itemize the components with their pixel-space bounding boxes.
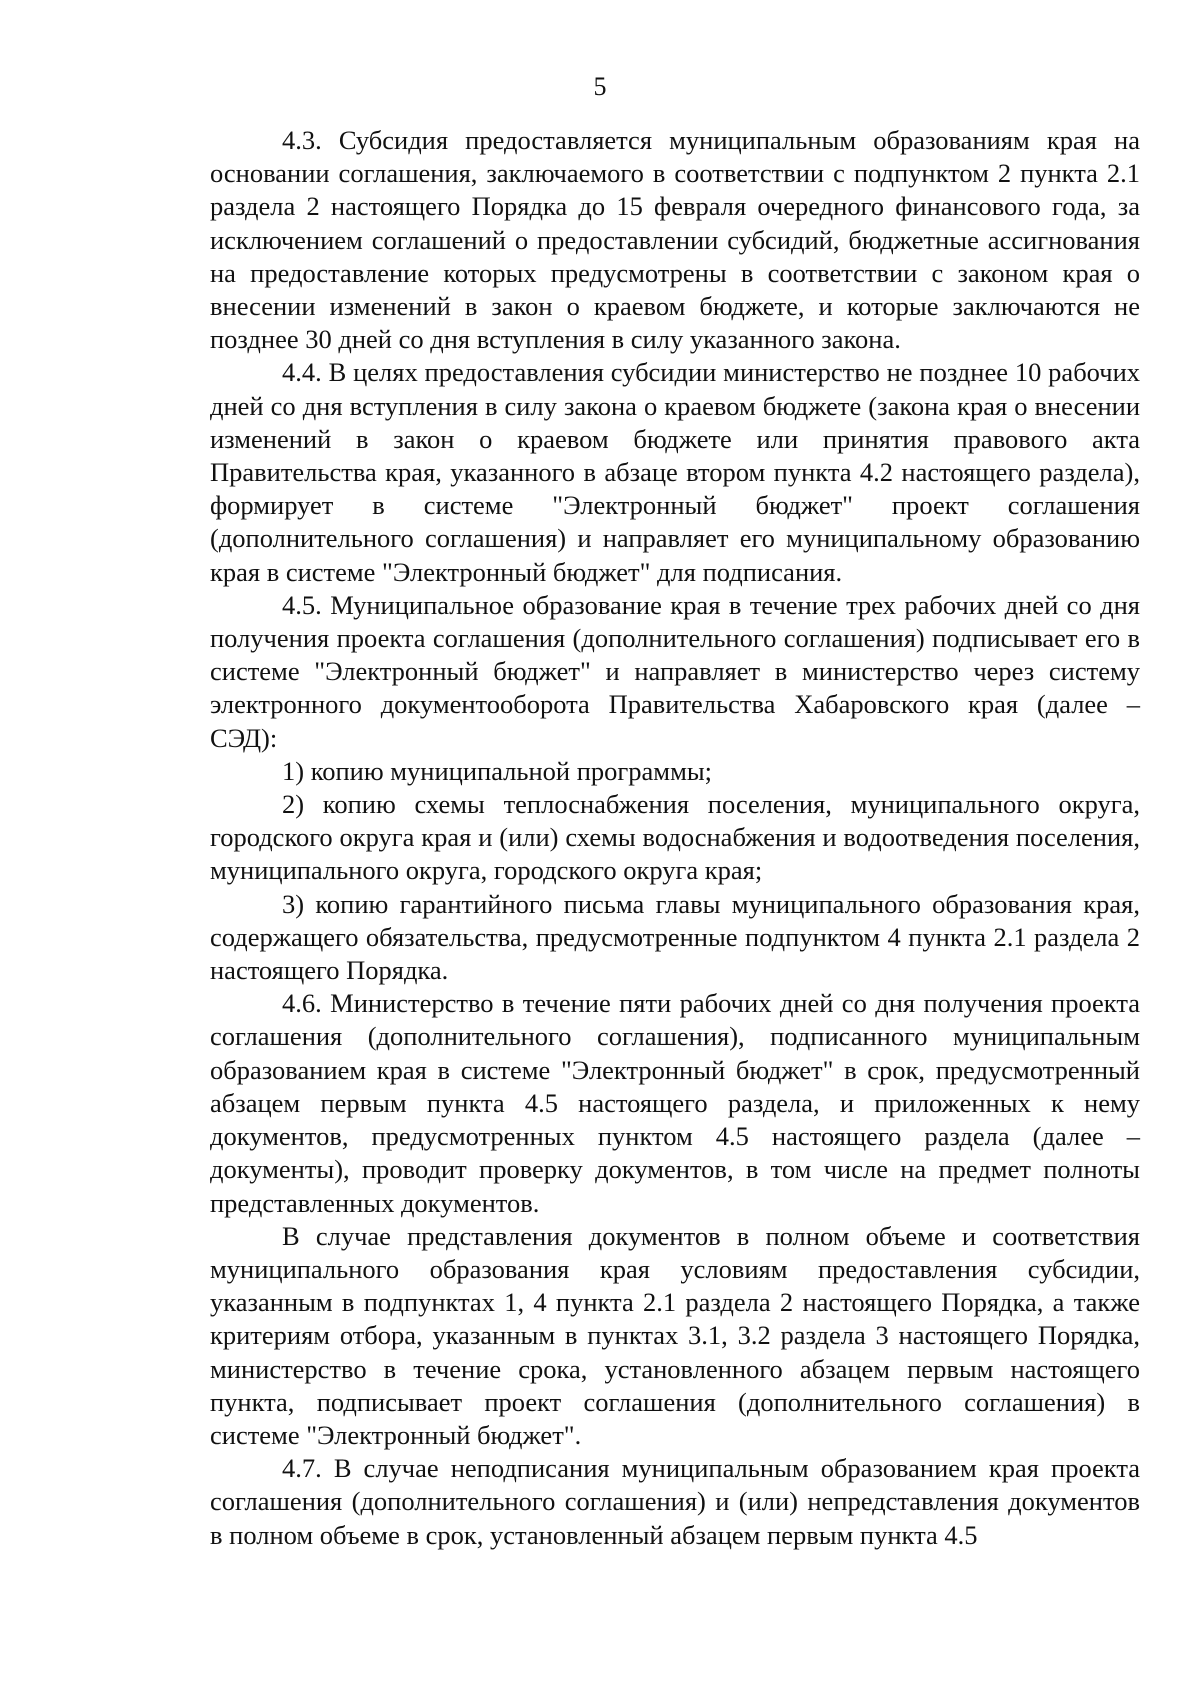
paragraph-4-6-continuation: В случае представления документов в полном объеме и соответствия муниципального образования края условиям предоставления субсидии, указанным в подпунктах 1, 4 пункта 2.1 раздела 2 настоящего Порядка, а также критериям отбора, указанным в пунктах 3.1, 3.2 раздела 3 настоящего Порядка, министерство в течение срока, установленного абзацем первым настоящего пункта, подписывает проект соглашения (дополнительного соглашения) в системе "Электронный бюджет". bbox=[210, 1220, 1140, 1450]
paragraph-4-3: 4.3. Субсидия предоставляется муниципальным образованиям края на основании соглашения, заключаемого в соответствии с подпунктом 2 пункта 2.1 раздела 2 настоящего Порядка до 15 февраля очередного финансового года, за исключением соглашений о предоставлении субсидий, бюджетные ассигнования на предоставление которых предусмотрены в соответствии с законом края о внесении изменений в закон о краевом бюджете, и которые заключаются не позднее 30 дней со дня вступления в силу указанного закона. bbox=[210, 125, 1140, 355]
document-body bbox=[210, 124, 1140, 1552]
paragraph-4-6: 4.6. Министерство в течение пяти рабочих дней со дня получения проекта соглашения (дополнительного соглашения), подписанного муниципальным образованием края в системе "Электронный бюджет" в срок, предусмотренный абзацем первым пункта 4.5 настоящего раздела, и приложенных к нему документов, предусмотренных пунктом 4.5 настоящего раздела (далее – документы), проводит проверку документов, в том числе на предмет полноты представленных документов. bbox=[210, 988, 1140, 1218]
list-item-1: 1) копию муниципальной программы; bbox=[282, 755, 713, 786]
page-number: 5 bbox=[593, 72, 607, 101]
list-item-2: 2) копию схемы теплоснабжения поселения, муниципального округа, городского округа края и (или) схемы водоснабжения и водоотведения поселения, муниципального округа, городского округа края; bbox=[210, 789, 1140, 886]
paragraph-4-7: 4.7. В случае неподписания муниципальным образованием края проекта соглашения (дополнительного соглашения) и (или) непредставления документов в полном объеме в срок, установленный абзацем первым пункта 4.5 bbox=[210, 1453, 1140, 1550]
paragraph-4-4: 4.4. В целях предоставления субсидии министерство не позднее 10 рабочих дней со дня вступления в силу закона о краевом бюджете (закона края о внесении изменений в закон о краевом бюджете или принятия правового акта Правительства края, указанного в абзаце втором пункта 4.2 настоящего раздела), формирует в системе "Электронный бюджет" проект соглашения (дополнительного соглашения) и направляет его муниципальному образованию края в системе "Электронный бюджет" для подписания. bbox=[210, 357, 1140, 587]
paragraph-4-5: 4.5. Муниципальное образование края в течение трех рабочих дней со дня получения проекта соглашения (дополнительного соглашения) подписывает его в системе "Электронный бюджет" и направляет в министерство через систему электронного документооборота Правительства Хабаровского края (далее – СЭД): bbox=[210, 589, 1140, 753]
list-item-3: 3) копию гарантийного письма главы муниципального образования края, содержащего обязательства, предусмотренные подпунктом 4 пункта 2.1 раздела 2 настоящего Порядка. bbox=[210, 888, 1140, 986]
